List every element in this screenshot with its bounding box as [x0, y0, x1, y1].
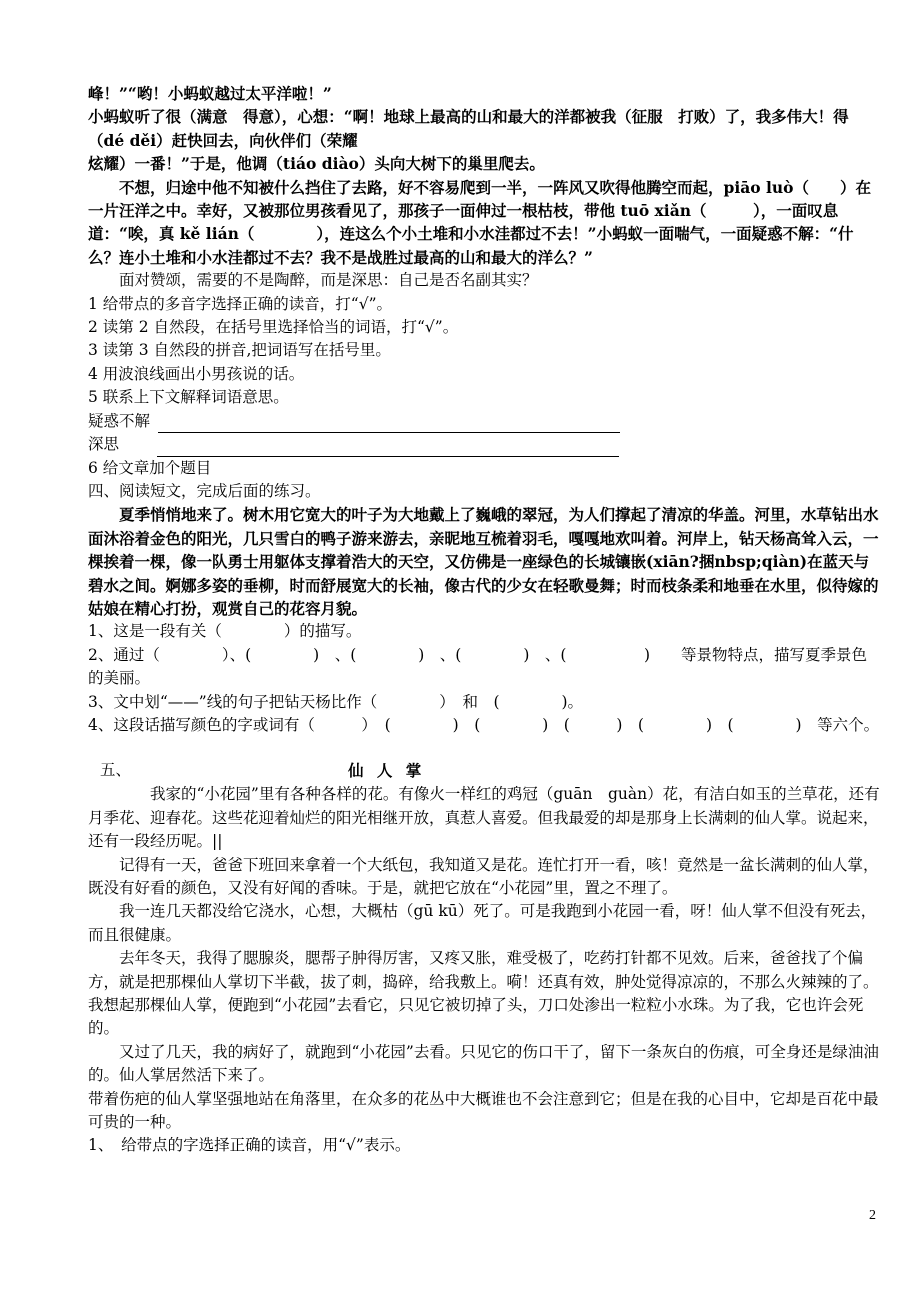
- section-5-question-1: 1、 给带点的字选择正确的读音，用“√”表示。: [88, 1136, 411, 1155]
- answer-line[interactable]: [158, 416, 620, 433]
- story-paragraph-2: 不想，归途中他不知被什么挡住了去路，好不容易爬到一半，一阵风又吹得他腾空而起，piāo luò（ ）在一片汪洋之中。幸好，又被那位男孩看见了，那孩子一面伸过一根枯枝，带他 tuō xiǎn（ ），一面叹息道：“唉，真 kě lián（ ），连这么个小土堆和小水洼都过不去！”小蚂蚁一面喘气，一面疑惑不解：“什么？连小土堆和小水洼都过不去？我不是战胜过最高的山和最大的洋么？”: [88, 177, 872, 267]
- section-5-paragraph-5: 又过了几天，我的病好了，就跑到“小花园”去看。只见它的伤口干了，留下一条灰白的伤痕，可全身还是绿油油的。仙人掌居然活下来了。: [88, 1042, 879, 1085]
- section-4-heading: 四、阅读短文，完成后面的练习。: [88, 481, 321, 500]
- story-line-3: 炫耀）一番！”于是，他调（tiáo diào）头向大树下的巢里爬去。: [88, 154, 545, 174]
- section-4-question-3: 3、文中划“——”线的句子把钻天杨比作（ ） 和 ( )。: [88, 692, 584, 711]
- answer-line[interactable]: [157, 440, 619, 457]
- section-5-number: 五、: [100, 761, 132, 780]
- section-4-question-1: 1、这是一段有关（ ）的描写。: [88, 622, 362, 641]
- question-4: 4 用波浪线画出小男孩说的话。: [88, 364, 305, 383]
- question-2: 2 读第 2 自然段，在括号里选择恰当的词语，打“√”。: [88, 318, 459, 337]
- page-number: 2: [869, 1208, 876, 1223]
- answer-line-row-2: [88, 433, 880, 456]
- section-5-heading: [88, 759, 880, 783]
- story-paragraph-3: 面对赞颂，需要的不是陶醉，而是深思：自己是否名副其实？: [119, 271, 538, 290]
- question-5: 5 联系上下文解释词语意思。: [88, 388, 289, 407]
- section-4-question-2: 2、通过（ ）、( ) 、( ) 、( ) 、( ) 等景物特点，描写夏季景色的美丽。: [88, 645, 867, 688]
- section-5-paragraph-3: 我一连几天都没给它浇水，心想，大概枯（gū kū）死了。可是我跑到小花园一看，呀！仙人掌不但没有死去，而且很健康。: [88, 902, 877, 944]
- answer-line-row-1: [88, 410, 880, 433]
- question-3: 3 读第 3 自然段的拼音,把词语写在括号里。: [88, 341, 391, 360]
- section-4-passage: 夏季悄悄地来了。树木用它宽大的叶子为大地戴上了巍峨的翠冠，为人们撑起了清凉的华盖。河里，水草钻出水面沐浴着金色的阳光，几只雪白的鸭子游来游去，亲昵地互梳着羽毛，嘎嘎地欢叫着。河岸上，钻天杨高耸入云，一棵挨着一棵，像一队勇士用躯体支撑着浩大的天空，又仿佛是一座绿色的长城镶嵌(xiān?捆nbsp;qiàn)在蓝天与碧水之间。婀娜多姿的垂柳，时而舒展宽大的长袖，像古代的少女在轻歌曼舞；时而枝条柔和地垂在水里，似待嫁的姑娘在精心打扮，观赏自己的花容月貌。: [88, 505, 879, 618]
- term-label: 深思: [88, 435, 120, 454]
- section-5-title: 仙 人 掌: [348, 761, 426, 781]
- section-4-question-4: 4、这段话描写颜色的字或词有（ ） ( ) ( ) ( ) ( ) ( ) 等六个。: [88, 715, 880, 734]
- term-label: 疑惑不解: [88, 411, 151, 430]
- section-5-paragraph-4: 去年冬天，我得了腮腺炎，腮帮子肿得厉害，又疼又胀，难受极了，吃药打针都不见效。后来，爸爸找了个偏方，就是把那棵仙人掌切下半截，拔了刺，捣碎，给我敷上。嗬！还真有效，肿处觉得凉凉的，不那么火辣辣的了。我想起那棵仙人掌，便跑到“小花园”去看它，只见它被切掉了头，刀口处渗出一粒粒小水珠。为了我，它也许会死的。: [88, 949, 879, 1038]
- story-line-1: 峰！”“哟！小蚂蚁越过太平洋啦！”: [88, 84, 332, 103]
- section-5-paragraph-1: 我家的“小花园”里有各种各样的花。有像火一样红的鸡冠（guān guàn）花，有洁白如玉的兰草花，还有月季花、迎春花。这些花迎着灿烂的阳光相继开放，真惹人喜爱。但我最爱的却是那身上长满刺的仙人掌。说起来，还有一段经历呢。||: [88, 785, 880, 851]
- spacer: [88, 737, 880, 759]
- document-page: [88, 82, 880, 1158]
- story-line-2: 小蚂蚁听了很（满意 得意），心想：“啊！地球上最高的山和最大的洋都被我（征服 打败）了，我多伟大！得（dé děi）赶快回去，向伙伴们（荣耀: [88, 107, 849, 150]
- question-6: 6 给文章加个题目: [88, 458, 212, 477]
- section-5-paragraph-6: 带着伤疤的仙人掌坚强地站在角落里，在众多的花丛中大概谁也不会注意到它；但是在我的心目中，它却是百花中最可贵的一种。: [88, 1089, 879, 1132]
- question-1: 1 给带点的多音字选择正确的读音，打“√”。: [88, 294, 393, 313]
- section-5-paragraph-2: 记得有一天，爸爸下班回来拿着一个大纸包，我知道又是花。连忙打开一看，咳！竟然是一盆长满刺的仙人掌，既没有好看的颜色，又没有好闻的香味。于是，就把它放在“小花园”里，置之不理了。: [88, 855, 879, 897]
